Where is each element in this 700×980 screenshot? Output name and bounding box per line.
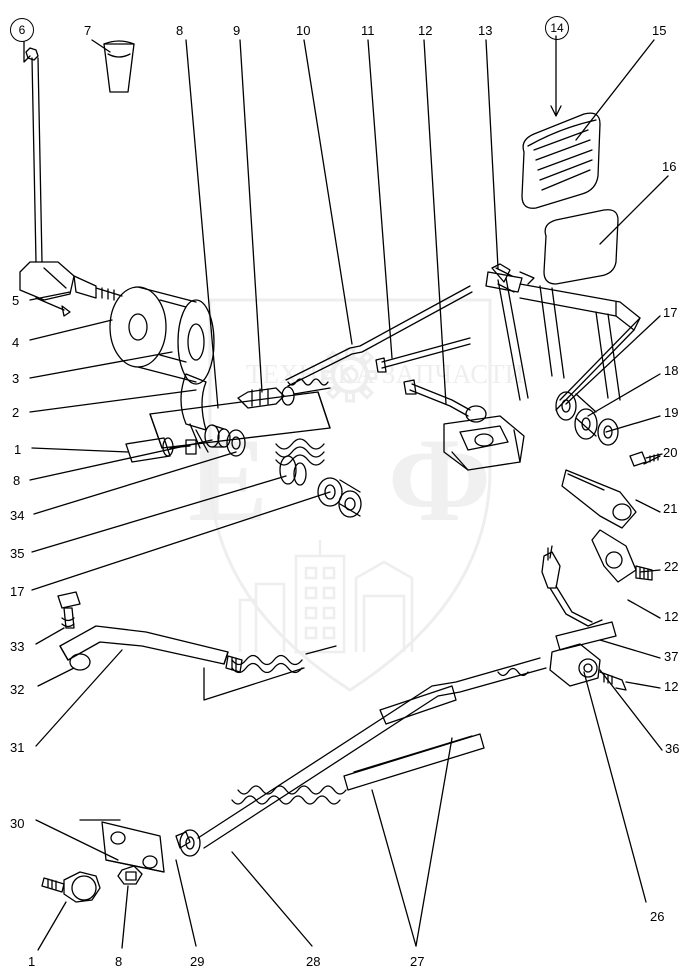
callout-30-34: 30 [10,816,25,831]
callout-35-29: 35 [10,546,25,561]
callout-16-10: 16 [662,159,677,174]
callout-8-2: 8 [176,23,184,38]
callout-4-23: 4 [12,335,20,350]
callout-32-32: 32 [10,682,25,697]
callout-1-26: 1 [14,442,22,457]
callout-10-4: 10 [296,23,311,38]
callout-11-5: 11 [361,23,375,38]
callout-3-24: 3 [12,371,20,386]
callout-14-8: 14 [545,16,569,40]
callout-33-31: 33 [10,639,25,654]
callout-12-19: 12 [664,679,679,694]
callout-31-33: 31 [10,740,25,755]
svg-text:Ф: Ф [388,413,492,546]
callout-9-3: 9 [233,23,241,38]
callout-7-1: 7 [84,23,92,38]
callout-1-35: 1 [28,954,36,969]
callout-8-27: 8 [13,473,21,488]
callout-36-20: 36 [665,741,680,756]
svg-text:ТЕХНИКА: ТЕХНИКА [246,359,375,389]
callout-28-38: 28 [306,954,321,969]
callout-22-16: 22 [664,559,679,574]
callout-6-0: 6 [10,18,34,42]
callout-34-28: 34 [10,508,25,523]
callout-13-7: 13 [478,23,493,38]
callout-2-25: 2 [12,405,20,420]
callout-15-9: 15 [652,23,667,38]
callout-27-39: 27 [410,954,425,969]
svg-text:ЗАПЧАСТИ: ЗАПЧАСТИ [382,359,525,389]
callout-20-14: 20 [663,445,678,460]
callout-8-36: 8 [115,954,123,969]
callout-17-11: 17 [663,305,678,320]
callout-18-12: 18 [664,363,679,378]
callout-12-17: 12 [664,609,679,624]
callout-21-15: 21 [663,501,678,516]
svg-text:Е: Е [188,413,269,546]
callout-5-22: 5 [12,293,20,308]
callout-19-13: 19 [664,405,679,420]
callout-26-21: 26 [650,909,665,924]
callout-12-6: 12 [418,23,433,38]
callout-37-18: 37 [664,649,679,664]
callout-17-30: 17 [10,584,25,599]
callout-29-37: 29 [190,954,205,969]
